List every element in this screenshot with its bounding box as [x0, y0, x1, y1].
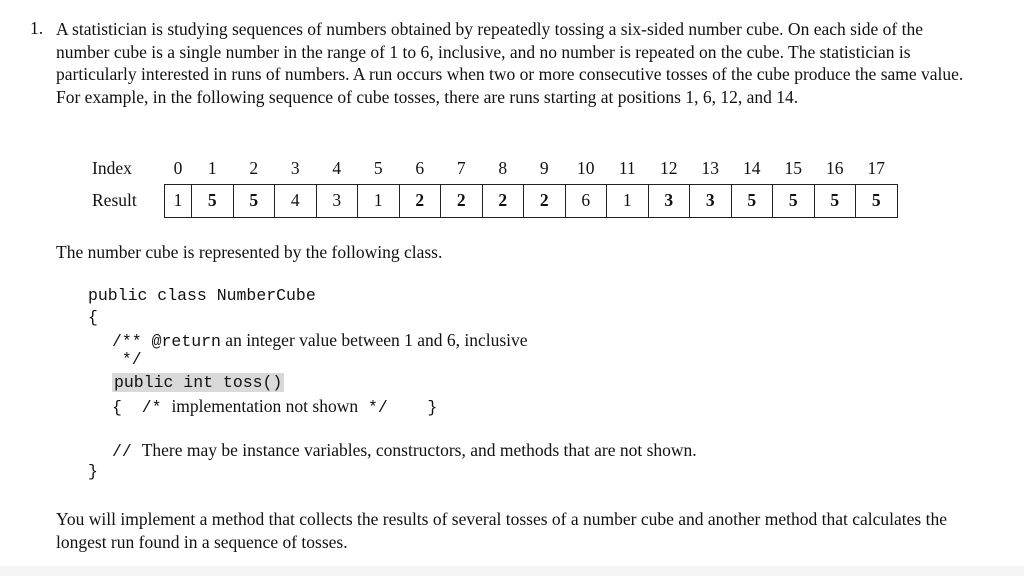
index-cell: 5 — [373, 157, 383, 178]
note-line — [112, 440, 697, 461]
result-cell: 2 — [482, 184, 524, 217]
index-cell: 4 — [332, 157, 342, 178]
doc-start: /** — [112, 332, 152, 351]
index-cell: 6 — [415, 157, 425, 178]
index-cell: 1 — [207, 157, 217, 178]
result-cell: 3 — [690, 184, 732, 217]
class-intro-text: The number cube is represented by the following class. — [56, 242, 443, 262]
result-cell: 3 — [316, 184, 358, 217]
method-body — [112, 396, 437, 417]
index-cell: 15 — [784, 157, 802, 178]
question-number: 1. — [30, 18, 44, 38]
result-cell: 6 — [565, 184, 607, 217]
index-cell: 9 — [539, 157, 549, 178]
result-cell: 3 — [648, 184, 690, 217]
index-cell: 14 — [743, 157, 761, 178]
result-cell: 5 — [731, 184, 773, 217]
index-cell: 7 — [456, 157, 466, 178]
toss-sequence-table — [92, 155, 898, 218]
bottom-bar — [0, 566, 1024, 576]
index-cell: 8 — [498, 157, 508, 178]
body-text: implementation not shown — [171, 396, 359, 416]
result-cell: 2 — [441, 184, 483, 217]
method-signature — [112, 373, 284, 392]
index-cell: 2 — [249, 157, 259, 178]
body-close: } — [387, 398, 438, 417]
result-cell: 2 — [524, 184, 566, 217]
body-comment-open: /* — [141, 398, 172, 417]
index-cell: 3 — [290, 157, 300, 178]
result-cell: 1 — [165, 184, 192, 217]
note-text: There may be instance variables, constructors, and methods that are not shown. — [141, 440, 697, 460]
index-label: Index — [92, 157, 132, 178]
index-cell: 11 — [618, 157, 636, 178]
result-cell: 1 — [358, 184, 400, 217]
method-signature-highlight: public int toss() — [114, 373, 283, 392]
result-cell: 4 — [275, 184, 317, 217]
index-cell: 17 — [867, 157, 885, 178]
doc-end: */ — [112, 350, 142, 369]
doc-comment — [112, 330, 528, 351]
index-cell: 10 — [577, 157, 595, 178]
result-cell: 1 — [607, 184, 649, 217]
closing-text: You will implement a method that collects the results of several tosses of a number cube and another method that calculates the longest run found in a sequence of tosses. — [56, 509, 947, 552]
class-declaration: public class NumberCube — [88, 286, 316, 305]
body-open: { — [112, 398, 142, 417]
result-cell: 5 — [233, 184, 275, 217]
index-cell: 12 — [660, 157, 678, 178]
question-text: A statistician is studying sequences of numbers obtained by repeatedly tossing a six-sided number cube. On each side of the number cube is a single number in the range of 1 to 6, inclusive, and no number is repeated on the cube. The statistician is particularly interested in runs of numbers. A run occurs when two or more consecutive tosses of the cube produce the same value. For example, in the following sequence of cube tosses, there are runs starting at positions 1, 6, 12, and 14. — [56, 19, 964, 107]
line-comment: // — [112, 442, 142, 461]
close-brace: } — [88, 462, 98, 481]
open-brace: { — [88, 308, 98, 327]
index-cell: 16 — [826, 157, 844, 178]
result-label: Result — [92, 190, 137, 210]
result-cell: 5 — [856, 184, 898, 217]
result-cell: 5 — [773, 184, 815, 217]
result-cell: 2 — [399, 184, 441, 217]
result-cell: 5 — [192, 184, 234, 217]
body-comment-close: */ — [358, 398, 388, 417]
result-row — [92, 184, 897, 217]
index-row — [92, 155, 897, 181]
index-cell: 13 — [701, 157, 719, 178]
doc-tag: @return — [151, 332, 221, 351]
index-cell: 0 — [173, 157, 183, 178]
doc-text: an integer value between 1 and 6, inclusive — [220, 330, 528, 350]
result-cell: 5 — [814, 184, 856, 217]
